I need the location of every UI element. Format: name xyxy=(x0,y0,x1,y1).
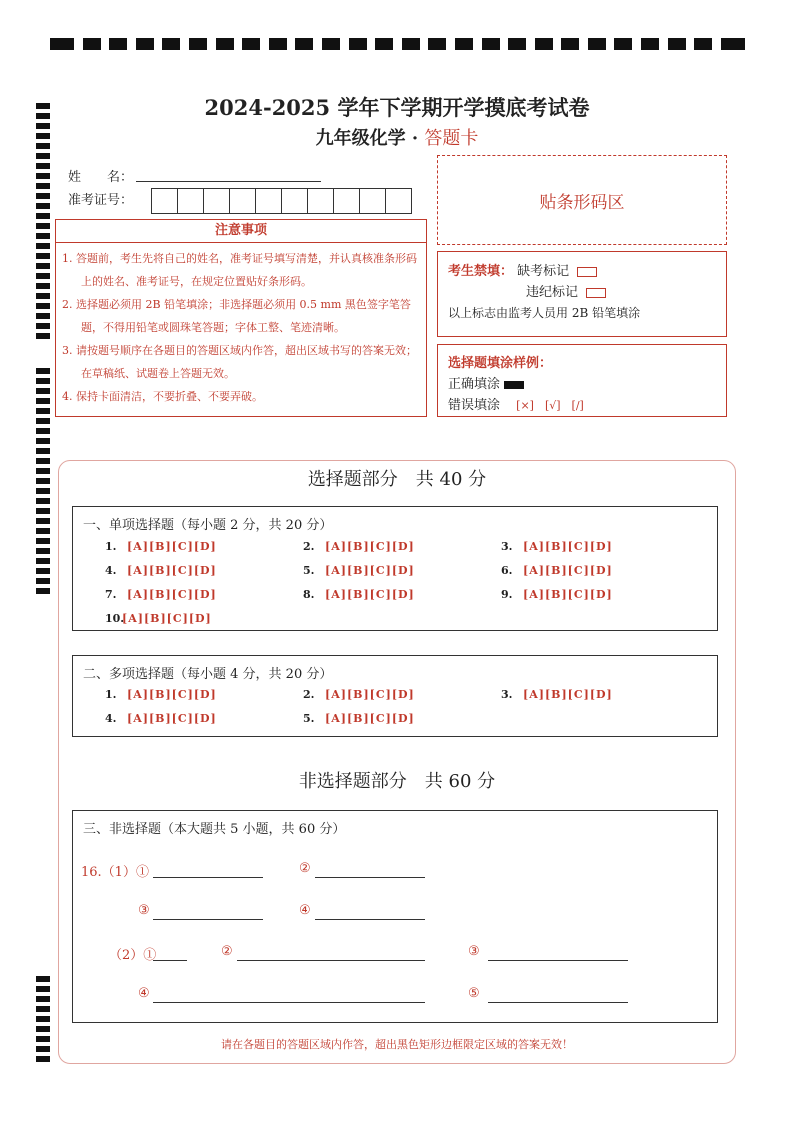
barcode-area xyxy=(437,155,727,245)
notice-item: 2. 选择题必须用 2B 铅笔填涂；非选择题必须用 0.5 mm 黑色签字笔答题，不得用铅笔或圆珠笔答题；字体工整、笔迹清晰。 xyxy=(62,298,411,334)
question-row[interactable]: 4. [A][B][C][D] xyxy=(105,564,217,577)
subject-label: 九年级化学 · xyxy=(315,128,425,149)
answer-line[interactable] xyxy=(153,1001,425,1003)
q16-part1-label: 16.（1）① xyxy=(81,865,149,880)
section-choice-title: 选择题部分 共 40 分 xyxy=(307,469,487,490)
blank-label: ② xyxy=(299,861,311,876)
forbid-box xyxy=(437,251,727,337)
name-field[interactable] xyxy=(136,180,321,182)
answer-line[interactable] xyxy=(237,959,425,961)
correct-fill-label: 正确填涂 xyxy=(448,377,501,392)
notice-title: 注意事项 xyxy=(56,220,426,243)
notice-item: 1. 答题前，考生先将自己的姓名，准考证号填写清楚，并认真核准条形码上的姓名、准考证号，在规定位置贴好条形码。 xyxy=(62,252,417,288)
answer-line[interactable] xyxy=(488,1001,628,1003)
answer-line[interactable] xyxy=(315,876,425,878)
blank-label: ② xyxy=(221,944,233,959)
wrong-fill-marks: [×] [√] [/] xyxy=(516,399,584,412)
footer-warning: 请在各题目的答题区域内作答，超出黑色矩形边框限定区域的答案无效！ xyxy=(221,1038,573,1051)
top-timing-marks xyxy=(50,38,745,52)
exam-title: 2024-2025 学年下学期开学摸底考试卷 xyxy=(204,95,590,120)
correct-fill-mark xyxy=(504,381,524,389)
wrong-fill-label: 错误填涂 xyxy=(448,398,501,413)
question-row[interactable]: 5. [A][B][C][D] xyxy=(303,712,415,725)
question-row[interactable]: 2. [A][B][C][D] xyxy=(303,688,415,701)
exam-id-boxes[interactable] xyxy=(152,188,412,214)
blank-label: ④ xyxy=(138,986,150,1001)
blank-label: ⑤ xyxy=(468,986,480,1001)
blank-label: ④ xyxy=(299,903,311,918)
question-row[interactable]: 3. [A][B][C][D] xyxy=(501,540,613,553)
question-row[interactable]: 3. [A][B][C][D] xyxy=(501,688,613,701)
answer-line[interactable] xyxy=(315,918,425,920)
answer-line[interactable] xyxy=(153,918,263,920)
fill-sample-box xyxy=(437,344,727,417)
answer-line[interactable] xyxy=(153,876,263,878)
blank-label: ③ xyxy=(138,903,150,918)
absent-mark-box[interactable] xyxy=(577,267,597,277)
nonchoice-box xyxy=(72,810,718,1023)
left-timing-marks-bottom xyxy=(36,976,50,1066)
question-row[interactable]: 5. [A][B][C][D] xyxy=(303,564,415,577)
multi-choice-title: 二、多项选择题（每小题 4 分，共 20 分） xyxy=(83,667,333,682)
question-row[interactable]: 8. [A][B][C][D] xyxy=(303,588,415,601)
answer-card-label: 答题卡 xyxy=(424,128,479,149)
exam-id-label: 准考证号： xyxy=(68,193,134,208)
single-choice-title: 一、单项选择题（每小题 2 分，共 20 分） xyxy=(83,518,333,533)
question-row[interactable]: 10.[A][B][C][D] xyxy=(105,612,212,625)
answer-line[interactable] xyxy=(488,959,628,961)
violation-mark-box[interactable] xyxy=(586,288,606,298)
answer-line[interactable] xyxy=(153,959,187,961)
question-row[interactable]: 9. [A][B][C][D] xyxy=(501,588,613,601)
question-row[interactable]: 2. [A][B][C][D] xyxy=(303,540,415,553)
notice-item: 4. 保持卡面清洁，不要折叠、不要弄破。 xyxy=(62,390,263,403)
name-label: 姓 名： xyxy=(68,170,134,185)
single-choice-box xyxy=(72,506,718,631)
notice-item: 3. 请按题号顺序在各题目的答题区域内作答，超出区域书写的答案无效；在草稿纸、试题卷上答题无效。 xyxy=(62,344,417,380)
question-row[interactable]: 1. [A][B][C][D] xyxy=(105,688,217,701)
forbid-title: 考生禁填： xyxy=(448,264,514,279)
notice-box xyxy=(55,219,427,417)
question-row[interactable]: 7. [A][B][C][D] xyxy=(105,588,217,601)
card-subtitle xyxy=(0,124,794,150)
sample-title: 选择题填涂样例： xyxy=(448,356,553,371)
question-row[interactable]: 4. [A][B][C][D] xyxy=(105,712,217,725)
forbid-note: 以上标志由监考人员用 2B 铅笔填涂 xyxy=(448,306,641,320)
blank-label: ③ xyxy=(468,944,480,959)
absent-label: 缺考标记 xyxy=(517,264,570,279)
multi-choice-box xyxy=(72,655,718,737)
barcode-label: 贴条形码区 xyxy=(539,192,625,213)
question-row[interactable]: 1. [A][B][C][D] xyxy=(105,540,217,553)
violation-label: 违纪标记 xyxy=(526,285,579,300)
nonchoice-title: 三、非选择题（本大题共 5 小题，共 60 分） xyxy=(83,822,346,837)
question-row[interactable]: 6. [A][B][C][D] xyxy=(501,564,613,577)
q16-part2-label: （2）① xyxy=(109,948,157,963)
section-nonchoice-title: 非选择题部分 共 60 分 xyxy=(298,771,496,792)
